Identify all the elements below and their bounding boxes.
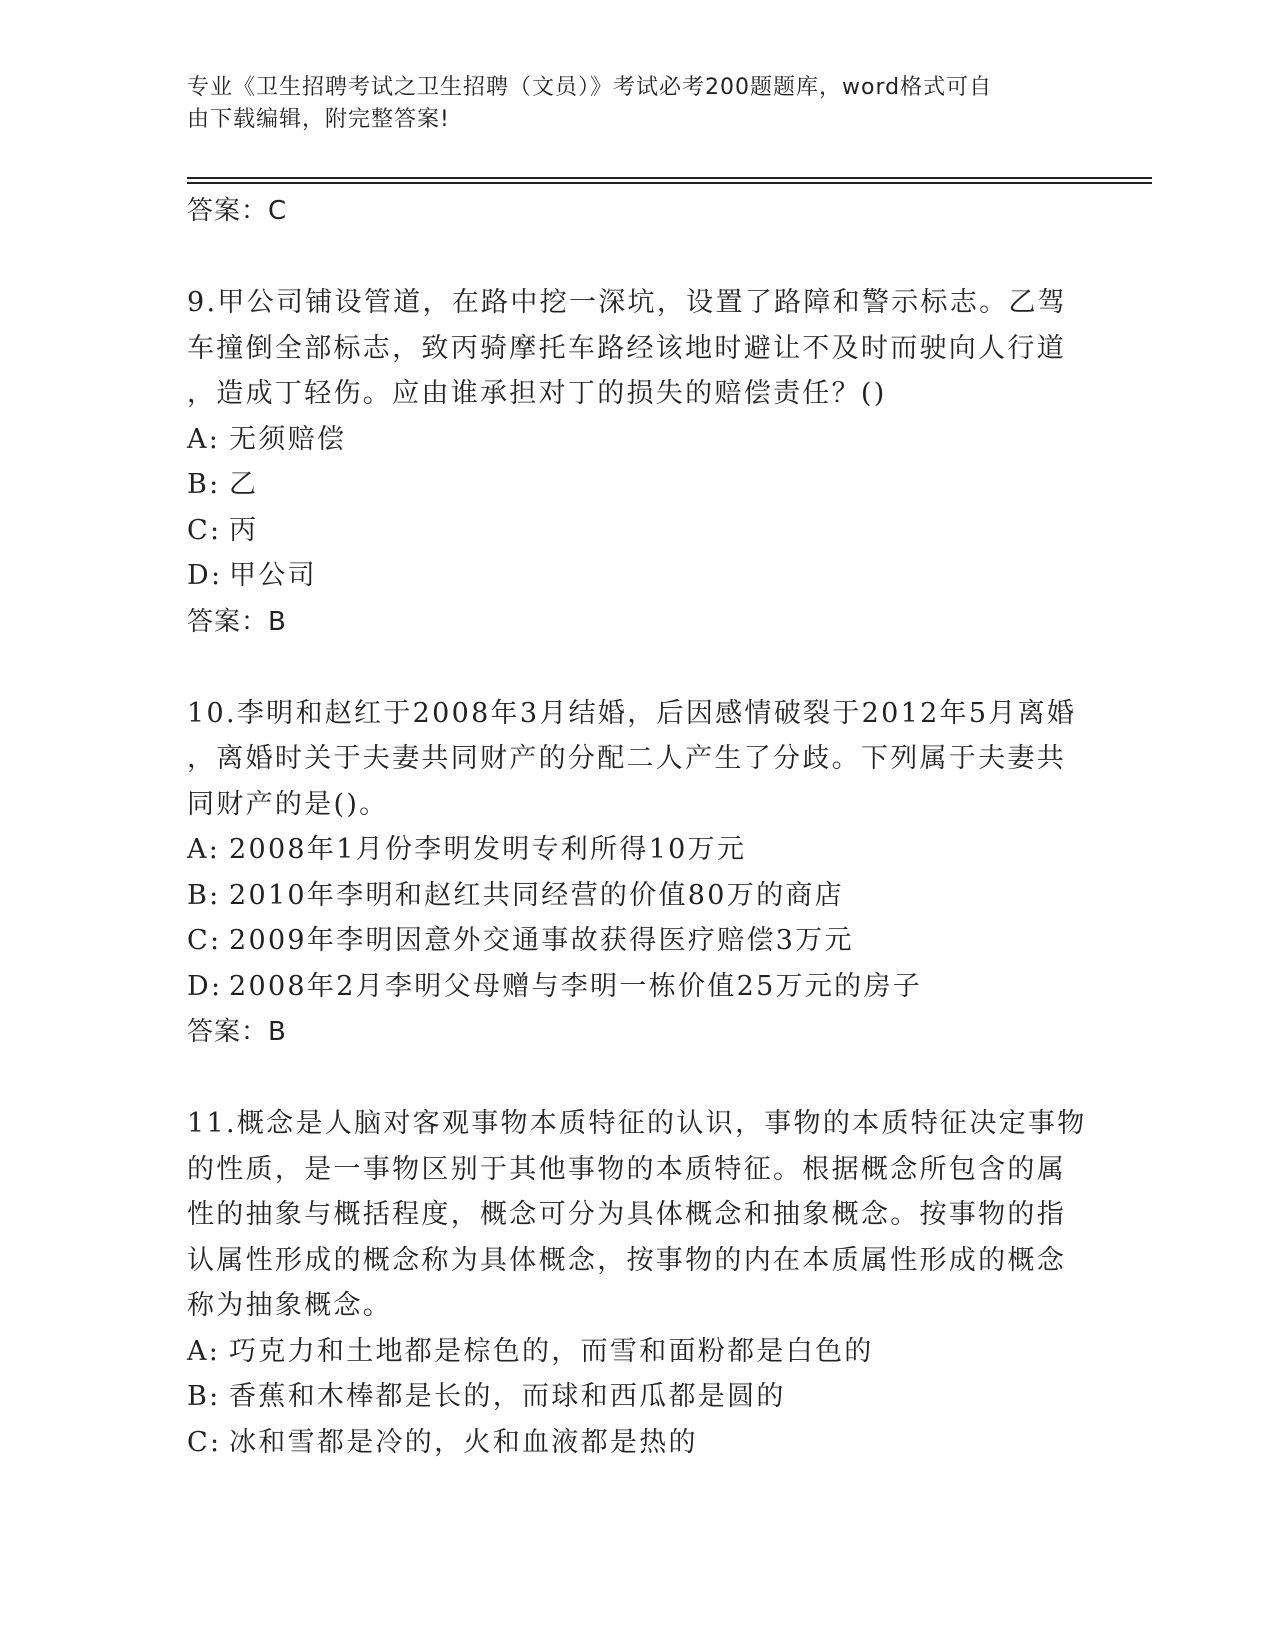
previous-answer: 答案：C [187, 196, 288, 226]
answer-10: 答案：B [187, 1017, 287, 1047]
header-rule-bottom [187, 182, 1152, 184]
option-label: C: [187, 925, 222, 956]
page-header [187, 72, 1067, 136]
option-label: B: [187, 1381, 221, 1412]
option-text: 香蕉和木棒都是长的，而球和西瓜都是圆的 [229, 1381, 786, 1412]
option-label: A: [187, 834, 221, 865]
option-b [187, 873, 1087, 919]
question-line: 性的抽象与概括程度，概念可分为具体概念和抽象概念。按事物的指 [187, 1199, 1066, 1230]
option-text: 无须赔偿 [229, 423, 347, 455]
question-text [187, 1101, 1087, 1329]
question-line: 10.李明和赵红于2008年3月结婚，后因感情破裂于2012年5月离婚 [187, 697, 1077, 729]
question-line: 的性质，是一事物区别于其他事物的本质特征。根据概念所包含的属 [187, 1153, 1066, 1185]
option-d [187, 964, 1087, 1010]
question-9 [187, 280, 1087, 645]
question-line: ，造成丁轻伤。应由谁承担对丁的损失的赔偿责任？() [187, 378, 887, 409]
option-label: D: [187, 970, 223, 1002]
option-label: C: [187, 1426, 222, 1458]
option-c [187, 1420, 1087, 1466]
option-a [187, 1329, 1087, 1375]
question-line: 称为抽象概念。 [187, 1290, 393, 1321]
question-text [187, 691, 1087, 828]
option-text: 乙 [229, 469, 259, 500]
question-10 [187, 691, 1087, 1056]
option-label: B: [187, 469, 221, 500]
question-line: 9.甲公司铺设管道，在路中挖一深坑，设置了路障和警示标志。乙驾 [187, 287, 1068, 318]
option-text: 巧克力和土地都是棕色的，而雪和面粉都是白色的 [229, 1335, 874, 1367]
option-a [187, 417, 1087, 463]
option-label: B: [187, 879, 221, 911]
question-line: 认属性形成的概念称为具体概念，按事物的内在本质属性形成的概念 [187, 1244, 1066, 1276]
option-d [187, 553, 1087, 599]
option-text: 2010年李明和赵红共同经营的价值80万的商店 [229, 879, 844, 911]
option-a [187, 827, 1087, 873]
option-text: 2008年2月李明父母赠与李明一栋价值25万元的房子 [229, 970, 923, 1002]
header-line-2: 由下载编辑，附完整答案! [187, 107, 450, 132]
header-line-1: 专业《卫生招聘考试之卫生招聘（文员）》考试必考200题题库，word格式可自 [187, 75, 993, 100]
answer-9: 答案：B [187, 606, 287, 637]
header-rule-top [187, 177, 1152, 179]
option-text: 丙 [229, 514, 259, 546]
question-line: ，离婚时关于夫妻共同财产的分配二人产生了分歧。下列属于夫妻共 [187, 743, 1066, 774]
option-text: 冰和雪都是冷的，火和血液都是热的 [229, 1426, 698, 1458]
question-line: 11.概念是人脑对客观事物本质特征的认识，事物的本质特征决定事物 [187, 1108, 1087, 1139]
option-label: D: [187, 560, 223, 591]
question-text [187, 280, 1087, 417]
option-label: C: [187, 514, 222, 546]
question-list [187, 188, 1087, 1465]
option-label: A: [187, 423, 221, 455]
option-text: 2008年1月份李明发明专利所得10万元 [229, 834, 747, 865]
question-line: 车撞倒全部标志，致丙骑摩托车路经该地时避让不及时而驶向人行道 [187, 332, 1066, 364]
question-line: 同财产的是()。 [187, 788, 389, 820]
option-label: A: [187, 1335, 221, 1367]
option-text: 甲公司 [229, 560, 317, 591]
question-11 [187, 1101, 1087, 1465]
option-b [187, 462, 1087, 508]
option-c [187, 508, 1087, 554]
option-b [187, 1374, 1087, 1420]
option-text: 2009年李明因意外交通事故获得医疗赔偿3万元 [229, 925, 854, 956]
option-c [187, 918, 1087, 964]
